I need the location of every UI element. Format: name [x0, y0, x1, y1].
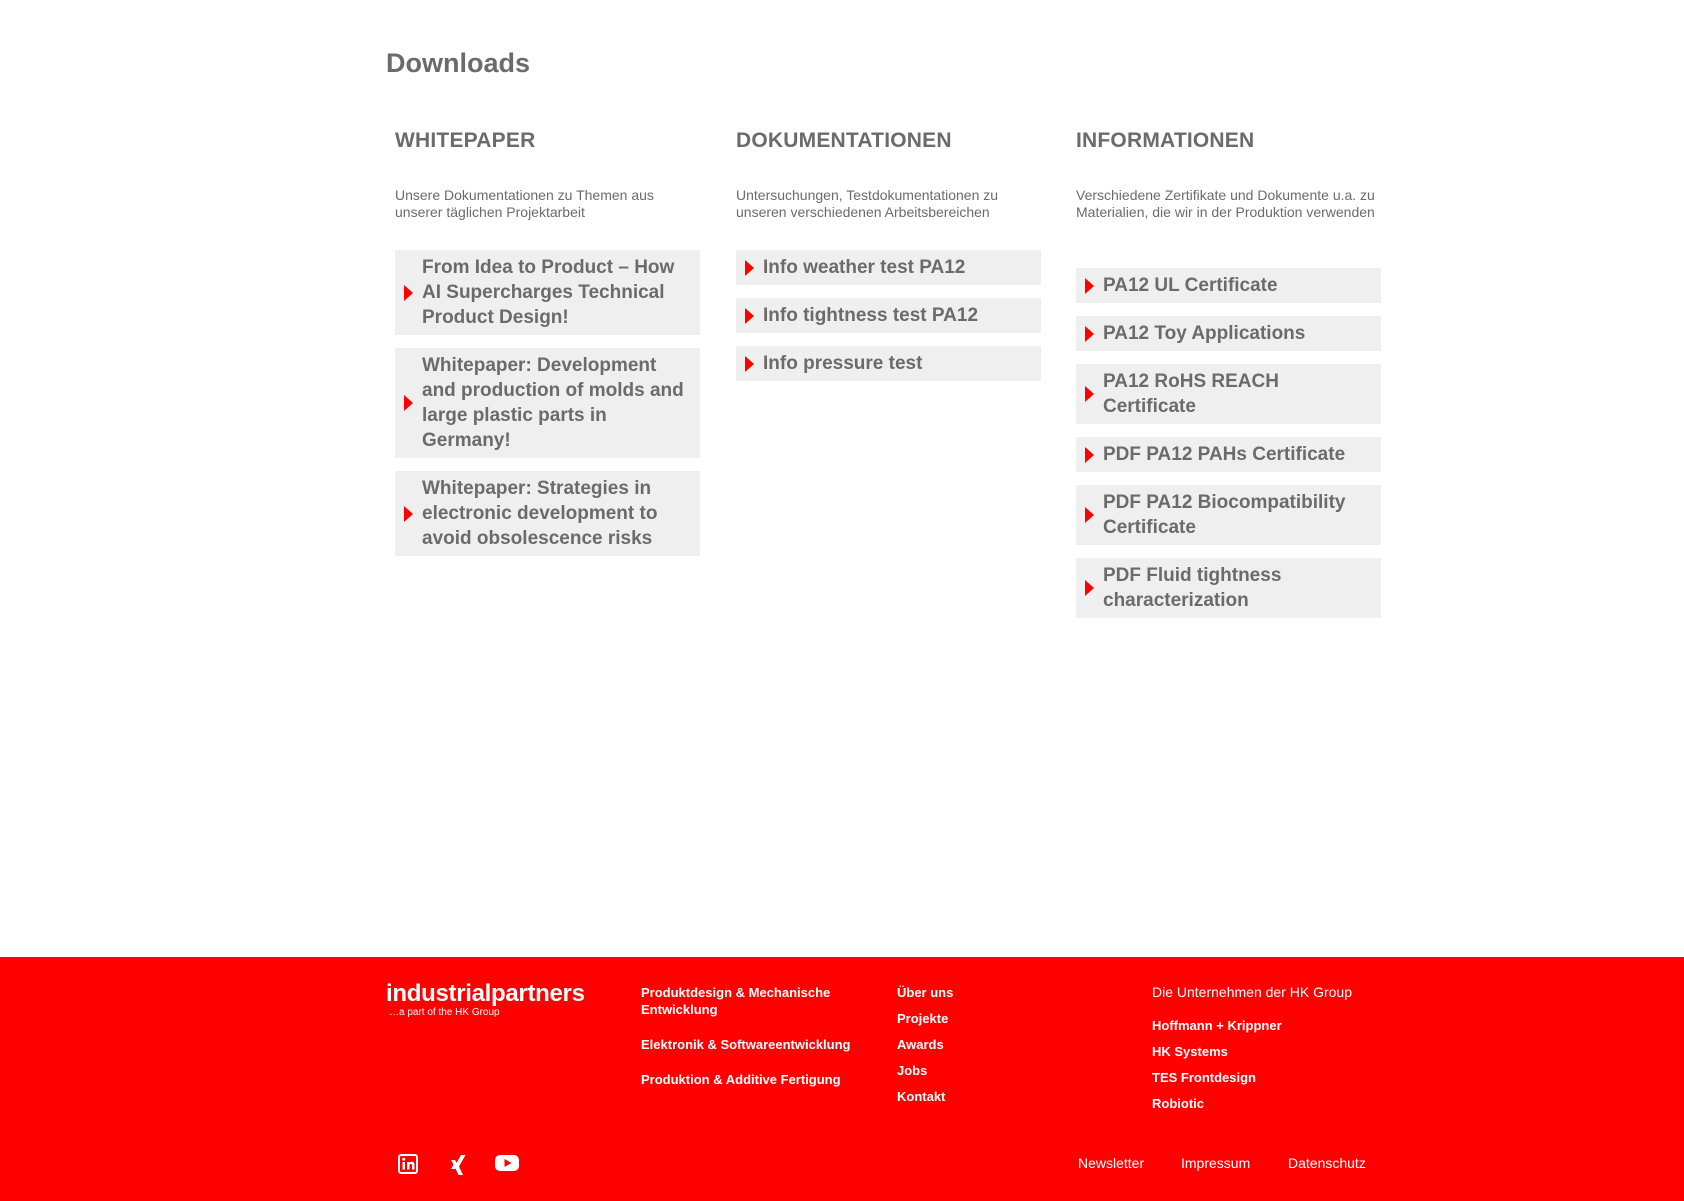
download-item[interactable]: [736, 298, 1041, 333]
newsletter-link[interactable]: Newsletter: [1078, 1155, 1145, 1171]
arrow-right-icon: [1085, 326, 1094, 342]
arrow-right-icon: [745, 308, 754, 324]
datenschutz-link[interactable]: Datenschutz: [1288, 1155, 1366, 1171]
download-item[interactable]: [1076, 558, 1381, 618]
section-description: Untersuchungen, Testdokumentationen zu unseren verschiedenen Arbeitsbereichen: [736, 187, 999, 220]
download-item-label: Info weather test PA12: [763, 257, 966, 278]
section-description: Verschiedene Zertifikate und Dokumente u.a. zu Materialien, die wir in der Produktion verwenden: [1076, 187, 1375, 220]
download-item[interactable]: [395, 471, 700, 556]
download-item[interactable]: [1076, 268, 1381, 303]
footer-link-ueber-uns[interactable]: Über uns: [897, 985, 954, 1000]
footer-link-hk-systems[interactable]: HK Systems: [1152, 1044, 1228, 1059]
arrow-right-icon: [1085, 447, 1094, 463]
arrow-right-icon: [745, 356, 754, 372]
download-item-label: PA12 Toy Applications: [1103, 323, 1306, 344]
download-list: [736, 250, 1041, 394]
footer-link-tes-frontdesign[interactable]: TES Frontdesign: [1152, 1070, 1256, 1085]
download-item[interactable]: [736, 346, 1041, 381]
footer-link-projekte[interactable]: Projekte: [897, 1011, 949, 1026]
arrow-right-icon: [1085, 507, 1094, 523]
section-heading: WHITEPAPER: [395, 129, 536, 152]
linkedin-icon[interactable]: [398, 1154, 418, 1179]
arrow-right-icon: [1085, 580, 1094, 596]
download-item[interactable]: [1076, 437, 1381, 472]
download-item-label: From Idea to Product – How AI Supercharges Technical Product Design!: [422, 257, 675, 328]
footer-link-robiotic[interactable]: Robiotic: [1152, 1096, 1204, 1111]
impressum-link[interactable]: Impressum: [1181, 1155, 1251, 1171]
dokumentationen-section: [736, 128, 1041, 374]
arrow-right-icon: [404, 285, 413, 301]
download-item-label: Info pressure test: [763, 353, 923, 374]
arrow-right-icon: [404, 395, 413, 411]
group-heading: Die Unternehmen der HK Group: [1152, 984, 1352, 1000]
section-description: Unsere Dokumentationen zu Themen aus unserer täglichen Projektarbeit: [395, 187, 654, 220]
download-item[interactable]: [1076, 485, 1381, 545]
section-heading: DOKUMENTATIONEN: [736, 129, 952, 152]
download-list: [1076, 268, 1381, 631]
arrow-right-icon: [1085, 386, 1094, 402]
youtube-icon[interactable]: [495, 1154, 519, 1177]
footer-group-nav: [1152, 984, 1352, 1121]
download-item[interactable]: [395, 250, 700, 335]
download-list: [395, 250, 700, 569]
download-item-label: Info tightness test PA12: [763, 305, 979, 326]
download-item-label: PDF PA12 Biocompatibility Certificate: [1103, 492, 1346, 538]
download-item[interactable]: [1076, 316, 1381, 351]
arrow-right-icon: [1085, 278, 1094, 294]
download-item-label: Whitepaper: Strategies in electronic development to avoid obsolescence risks: [422, 478, 658, 549]
section-heading: INFORMATIONEN: [1076, 129, 1255, 152]
footer-link-elektronik[interactable]: Elektronik & Softwareentwicklung: [641, 1037, 851, 1052]
footer-company-nav: [897, 984, 953, 1114]
logo-tagline: …a part of the HK Group: [389, 1007, 500, 1018]
footer-link-awards[interactable]: Awards: [897, 1037, 944, 1052]
download-item-label: PDF Fluid tightness characterization: [1103, 565, 1282, 611]
page-title: Downloads: [386, 48, 531, 78]
footer-link-hoffmann-krippner[interactable]: Hoffmann + Krippner: [1152, 1018, 1282, 1033]
download-item-label: PDF PA12 PAHs Certificate: [1103, 444, 1346, 465]
footer-services-nav: [641, 984, 861, 1106]
arrow-right-icon: [404, 506, 413, 522]
download-item-label: PA12 RoHS REACH Certificate: [1103, 371, 1279, 417]
download-item[interactable]: [1076, 364, 1381, 424]
footer-link-produktdesign[interactable]: Produktdesign & Mechanische Entwicklung: [641, 985, 831, 1017]
download-item[interactable]: [395, 348, 700, 458]
footer-link-jobs[interactable]: Jobs: [897, 1063, 928, 1078]
download-item[interactable]: [736, 250, 1041, 285]
footer-link-kontakt[interactable]: Kontakt: [897, 1089, 946, 1104]
logo-brand: industrialpartners: [386, 980, 585, 1007]
xing-icon[interactable]: [448, 1154, 468, 1181]
footer-logo[interactable]: [386, 981, 585, 1019]
download-item-label: PA12 UL Certificate: [1103, 275, 1278, 296]
whitepaper-section: [395, 128, 700, 549]
informationen-section: [1076, 128, 1381, 611]
footer-link-produktion[interactable]: Produktion & Additive Fertigung: [641, 1072, 841, 1087]
arrow-right-icon: [745, 260, 754, 276]
site-footer: [0, 957, 1684, 1201]
download-item-label: Whitepaper: Development and production of molds and large plastic parts in Germany!: [422, 355, 684, 451]
